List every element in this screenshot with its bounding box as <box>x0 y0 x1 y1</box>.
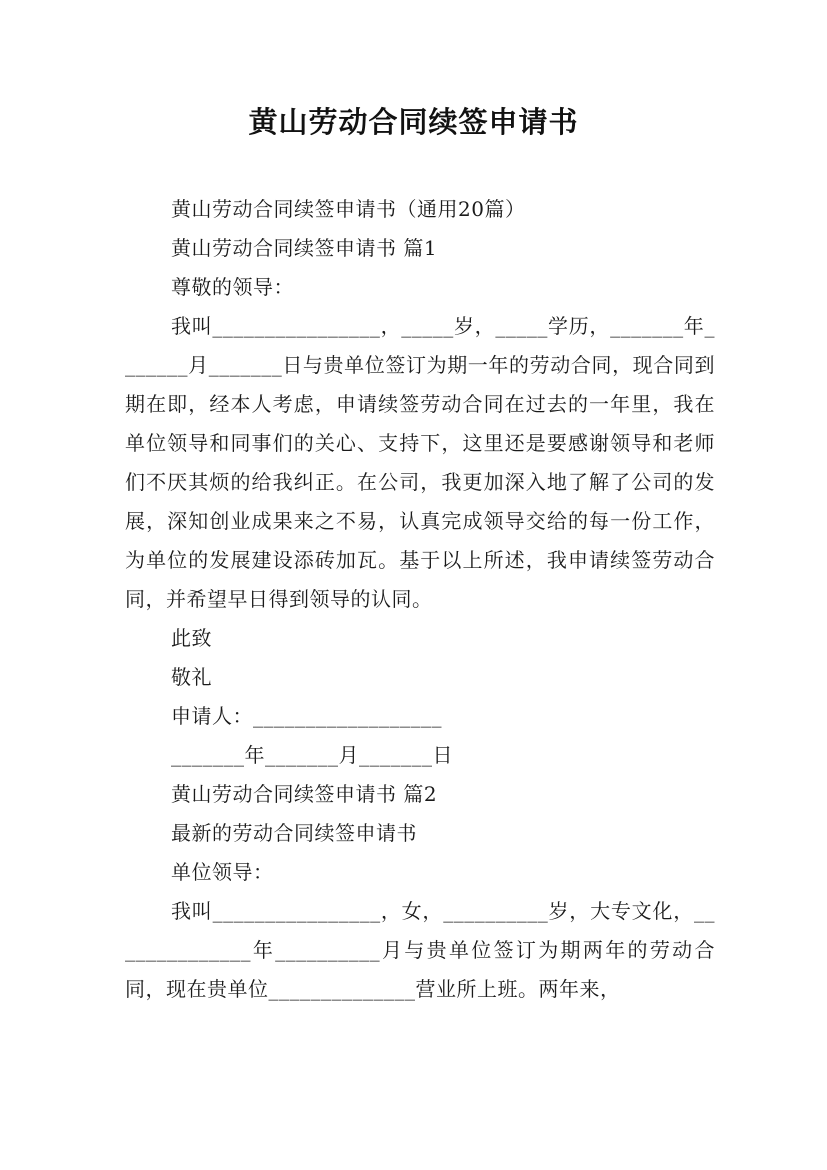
document-title: 黄山劳动合同续签申请书 <box>248 105 579 139</box>
paragraph-heading-1: 黄山劳动合同续签申请书 篇1 <box>171 236 438 260</box>
paragraph-heading-2: 黄山劳动合同续签申请书 篇2 <box>171 782 438 806</box>
paragraph-salutation-2: 单位领导： <box>171 860 274 884</box>
document-body <box>125 190 715 1009</box>
paragraph-date: _______年_______月_______日 <box>171 743 453 767</box>
paragraph-closing-2: 敬礼 <box>171 665 212 689</box>
paragraph-body-1: 我叫________________，_____岁，_____学历，_______年_______月_______日与贵单位签订为期一年的劳动合同，现合同到期在即，经本人考虑，申请续签劳动合同在过去的一年里，我在单位领导和同事们的关心、支持下，这里还是要感谢领导和老师们不厌其烦的给我纠正。在公司，我更加深入地了解了公司的发展，深知创业成果来之不易，认真完成领导交给的每一份工作，为单位的发展建设添砖加瓦。基于以上所述，我申请续签劳动合同，并希望早日得到领导的认同。 <box>125 314 715 611</box>
paragraph-closing-1: 此致 <box>171 626 212 650</box>
paragraph-subtitle: 黄山劳动合同续签申请书（通用20篇） <box>171 197 526 221</box>
paragraph-applicant: 申请人：__________________ <box>171 704 442 728</box>
paragraph-body-2: 我叫________________，女，__________岁，大专文化，______________年__________月与贵单位签订为期两年的劳动合同，现在贵单位______________营业所上班。两年来， <box>125 899 715 1001</box>
paragraph-salutation-1: 尊敬的领导： <box>171 275 294 299</box>
paragraph-subheading-2: 最新的劳动合同续签申请书 <box>171 821 417 845</box>
